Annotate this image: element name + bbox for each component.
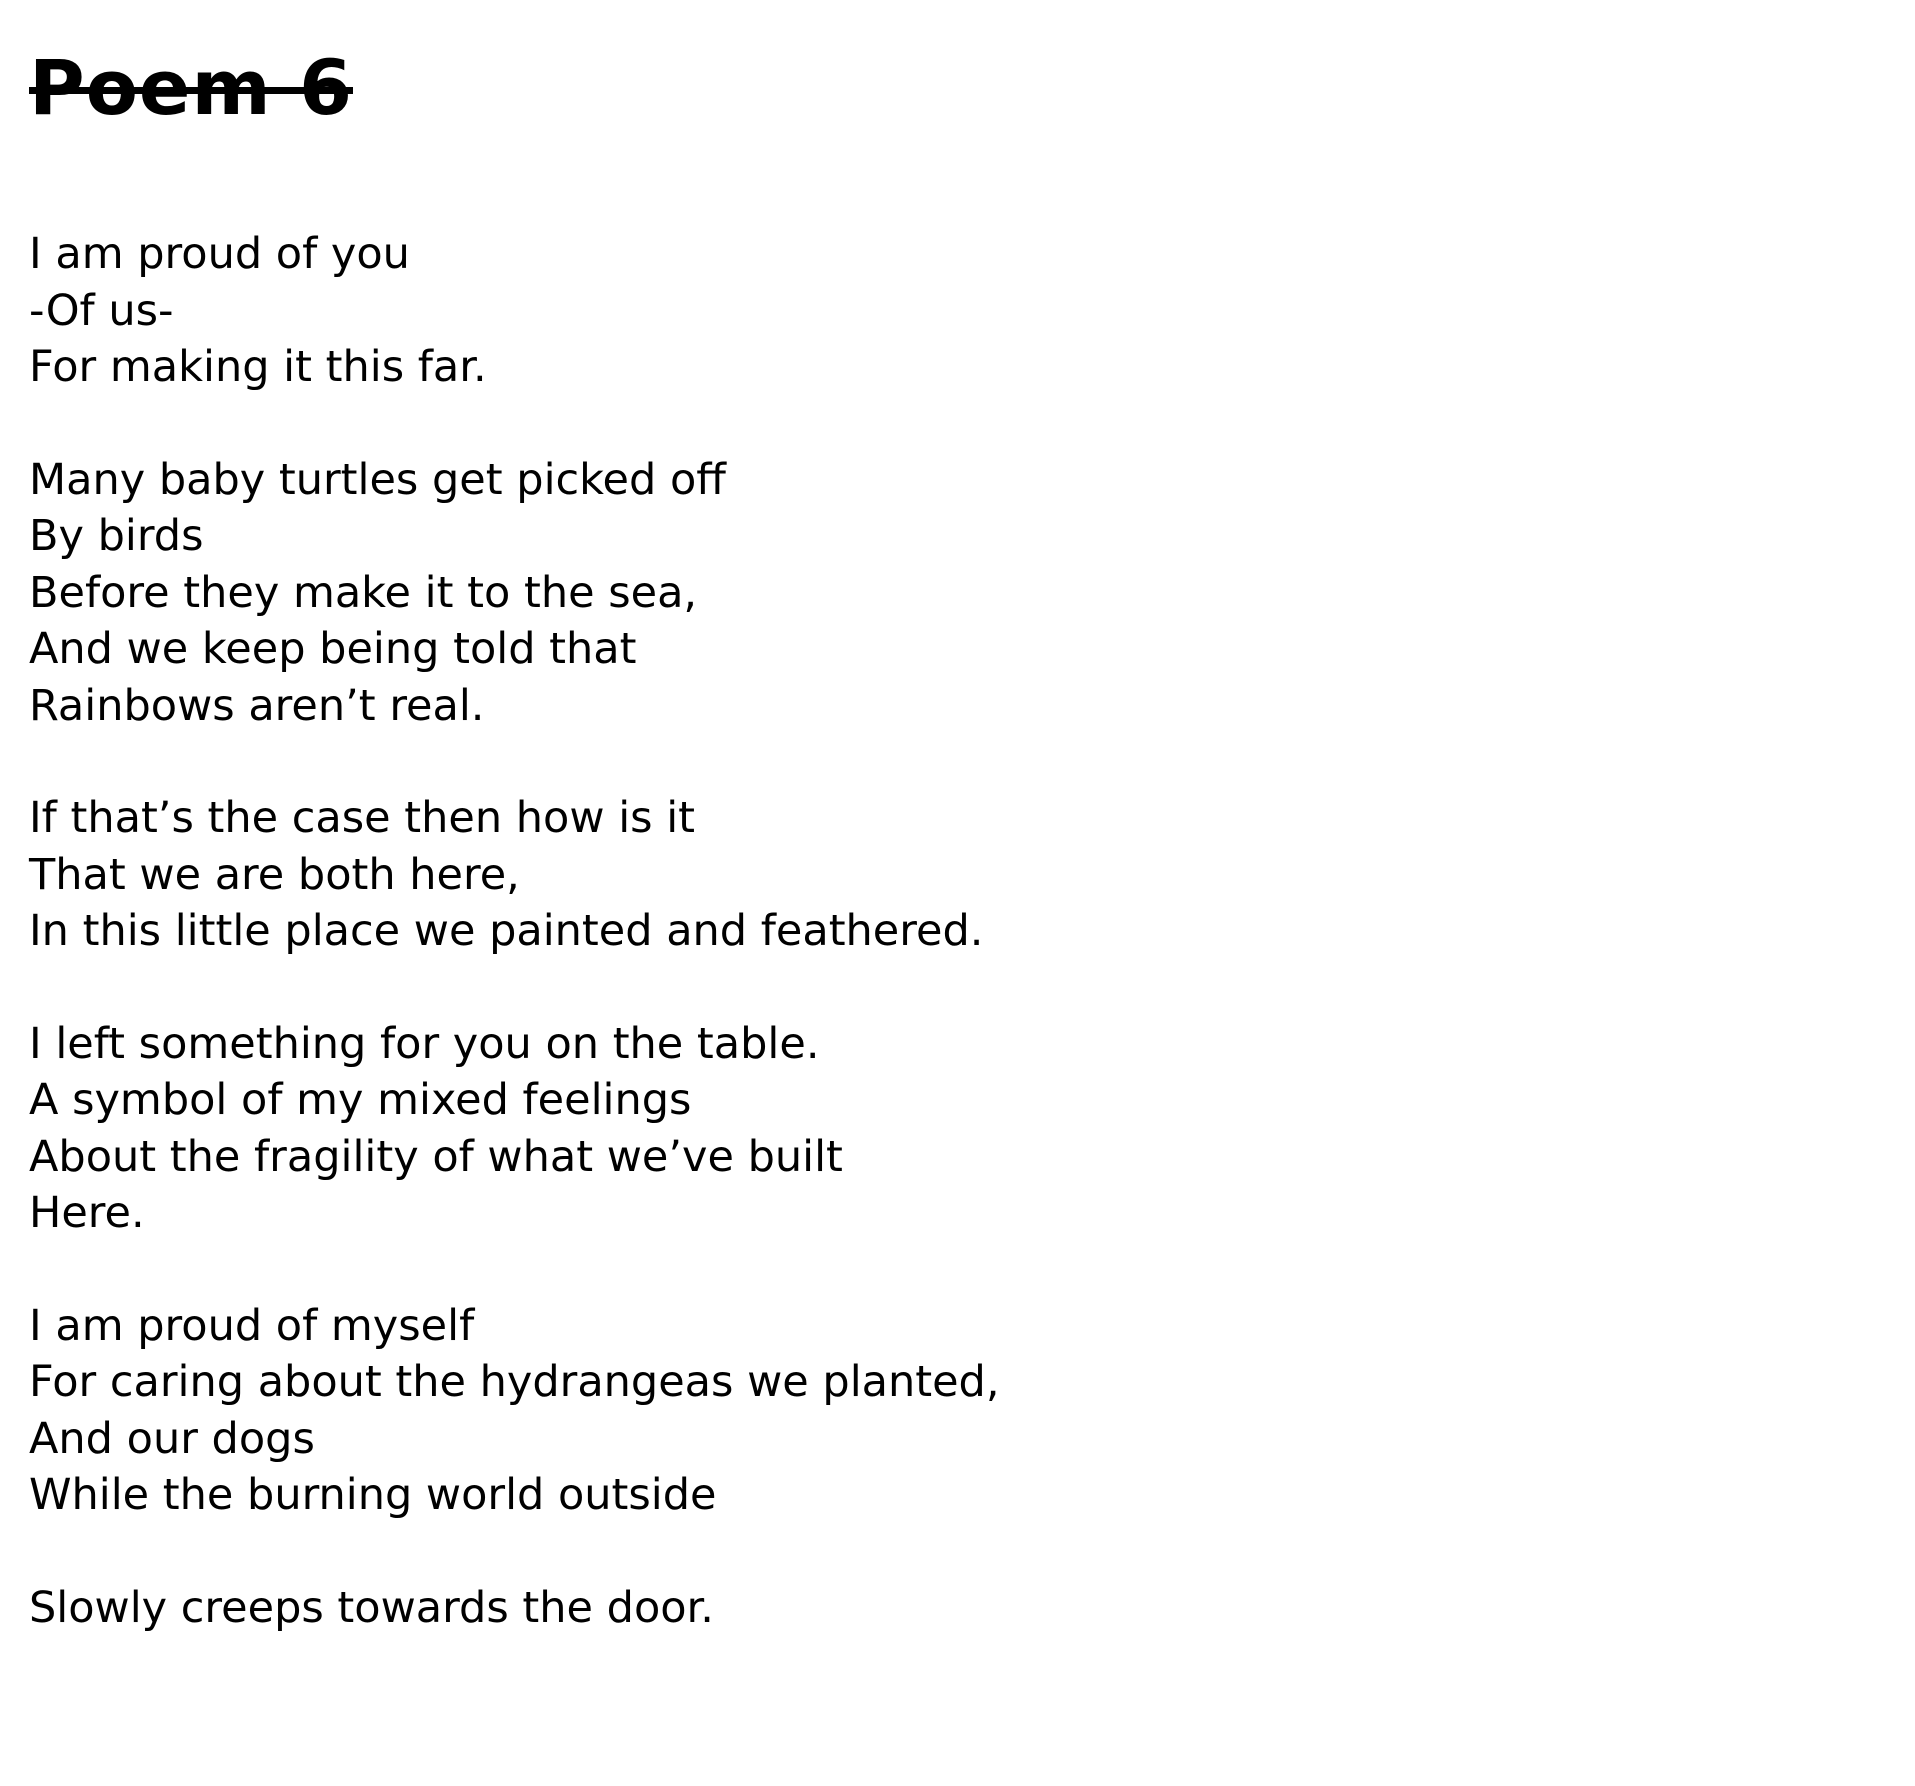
stanza-5 bbox=[29, 1298, 1889, 1524]
poem-line: In this little place we painted and feathered. bbox=[29, 906, 984, 956]
poem-line: For caring about the hydrangeas we planted, bbox=[29, 1357, 1000, 1407]
stanza-3 bbox=[29, 790, 1889, 960]
poem-line: Many baby turtles get picked off bbox=[29, 454, 726, 505]
stanza-1 bbox=[29, 226, 1889, 396]
poem-line: I am proud of you bbox=[29, 229, 410, 279]
poem-line: About the fragility of what we’ve built bbox=[29, 1131, 843, 1182]
poem-line: A symbol of my mixed feelings bbox=[29, 1075, 692, 1125]
document-page bbox=[29, 38, 1889, 1692]
poem-line: For making it this far. bbox=[29, 342, 487, 392]
poem-line: And we keep being told that bbox=[29, 624, 637, 674]
stanza-2 bbox=[29, 452, 1889, 735]
poem-line: And our dogs bbox=[29, 1413, 315, 1464]
poem-line: I am proud of myself bbox=[29, 1300, 475, 1351]
poem-line: By birds bbox=[29, 511, 204, 561]
poem-line: Before they make it to the sea, bbox=[29, 567, 698, 618]
stanza-6 bbox=[29, 1580, 1889, 1637]
stanza-4 bbox=[29, 1016, 1889, 1242]
poem-line: While the burning world outside bbox=[29, 1470, 717, 1520]
poem-line: I left something for you on the table. bbox=[29, 1018, 820, 1069]
poem-line: That we are both here, bbox=[29, 849, 520, 900]
poem-line: If that’s the case then how is it bbox=[29, 793, 696, 843]
poem-body bbox=[29, 226, 1889, 1636]
poem-line: Here. bbox=[29, 1188, 145, 1238]
poem-line: Slowly creeps towards the door. bbox=[29, 1582, 714, 1633]
poem-line: Rainbows aren’t real. bbox=[29, 680, 485, 731]
poem-title: Poem 6 bbox=[29, 43, 353, 132]
poem-line: -Of us- bbox=[29, 285, 174, 336]
